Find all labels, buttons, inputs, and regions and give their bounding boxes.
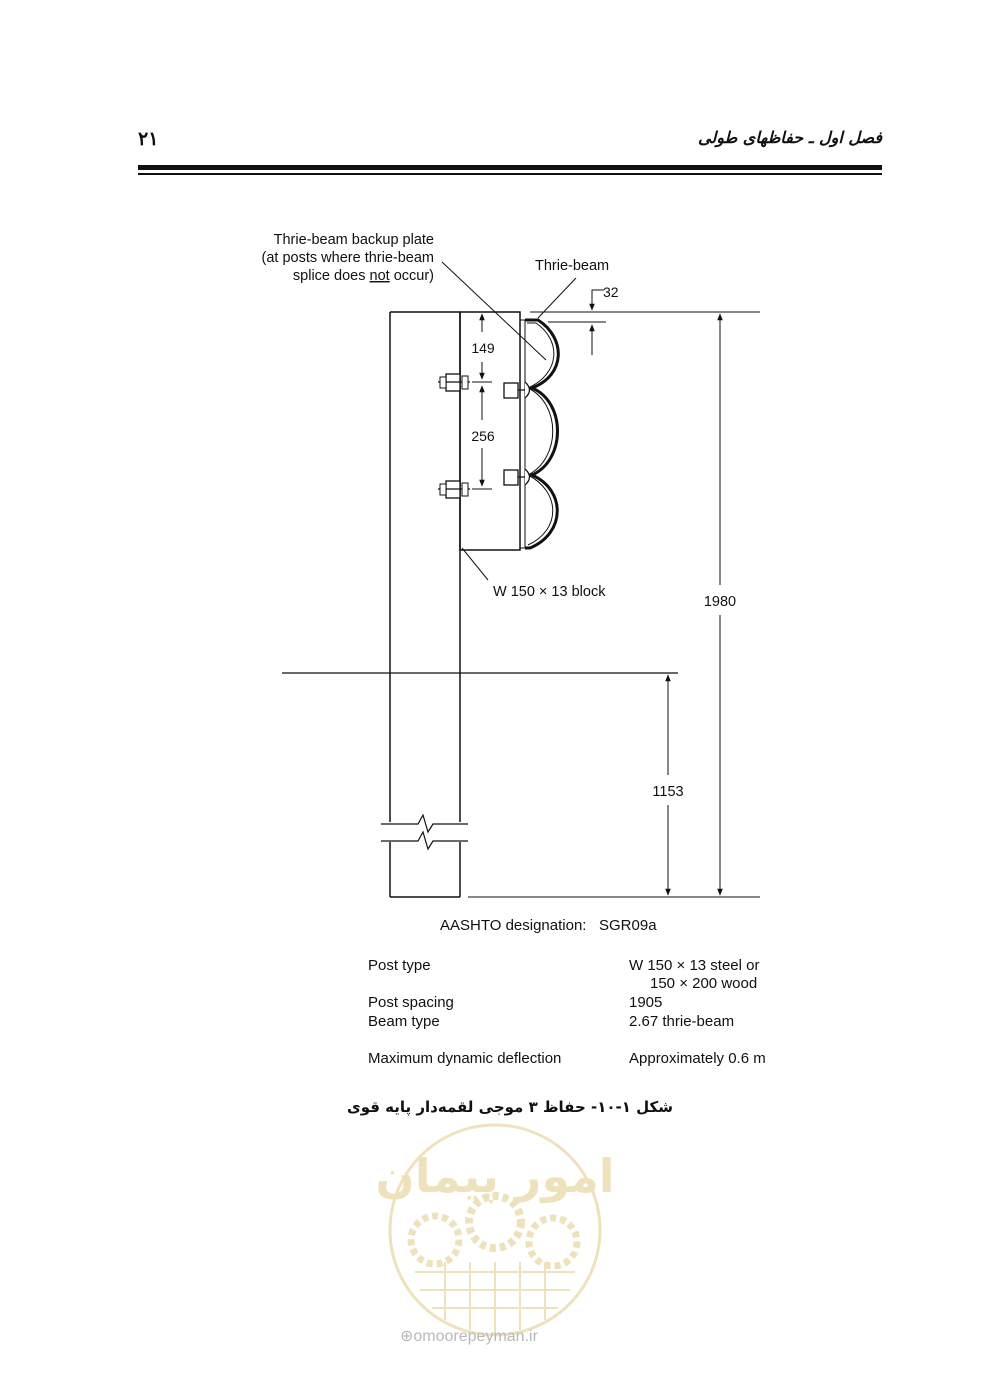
spec-deflection-label: Maximum dynamic deflection (368, 1050, 562, 1067)
dim-32-label: 32 (603, 284, 619, 300)
bolt-lower-beam (504, 469, 530, 485)
spec-post-type-value-line1: W 150 × 13 steel or (629, 957, 760, 974)
bolt-lower-post (438, 481, 470, 498)
bolt-upper-post (438, 374, 470, 391)
dim-1153-label: 1153 (652, 784, 684, 800)
post-break-lower (381, 832, 468, 849)
spec-post-spacing-label: Post spacing (368, 994, 454, 1011)
backup-plate-label-line3 (293, 268, 434, 284)
watermark-gear-center-icon (469, 1196, 521, 1248)
spec-post-type-value-line2: 150 × 200 wood (650, 975, 758, 992)
spec-post-type-label: Post type (368, 957, 431, 974)
dim-1980-label: 1980 (703, 594, 737, 610)
page-number: ۲۱ (138, 128, 159, 150)
backup-plate-label-line1: Thrie-beam backup plate (273, 232, 434, 248)
spec-beam-type-label: Beam type (368, 1013, 440, 1030)
backup-plate-label-post: occur) (389, 268, 434, 284)
aashto-designation (440, 917, 657, 934)
designation-label: AASHTO designation: (440, 917, 587, 934)
watermark-globe-icon: ⊕ (400, 1328, 414, 1345)
spec-beam-type-value: 2.67 thrie-beam (629, 1013, 735, 1030)
post-break-upper (381, 815, 468, 832)
thrie-beam-profile-inner (527, 323, 554, 545)
block-leader (462, 548, 488, 580)
watermark-gear-right-icon (529, 1218, 577, 1266)
backup-plate-label-line2: (at posts where thrie-beam (261, 250, 434, 266)
spec-post-spacing-value: 1905 (629, 994, 663, 1011)
bolt-upper-beam (504, 382, 530, 398)
block-label: W 150 × 13 block (493, 584, 606, 600)
thrie-beam-label: Thrie-beam (535, 258, 610, 274)
thrie-beam-profile-outer (525, 320, 558, 548)
backup-plate-label-pre: splice does (292, 268, 370, 284)
figure-caption: شکل ۱-۱۰- حفاظ ۳ موجی لقمه‌دار پایه قوی (346, 1098, 674, 1116)
watermark-gear-left-icon (411, 1216, 459, 1264)
watermark-url (400, 1326, 538, 1346)
watermark-logo-text: امور پیمان (375, 1149, 615, 1203)
spec-deflection-value: Approximately 0.6 m (629, 1050, 766, 1067)
dim-256-label: 256 (471, 428, 495, 444)
dim-149-label: 149 (471, 340, 495, 356)
backup-plate-label-not: not (369, 268, 390, 284)
chapter-title: فصل اول ـ حفاظهای طولی (698, 128, 882, 147)
watermark-url-text: omoorepeyman.ir (413, 1328, 538, 1345)
designation-value: SGR09a (599, 917, 657, 934)
watermark-logo (375, 1125, 614, 1335)
